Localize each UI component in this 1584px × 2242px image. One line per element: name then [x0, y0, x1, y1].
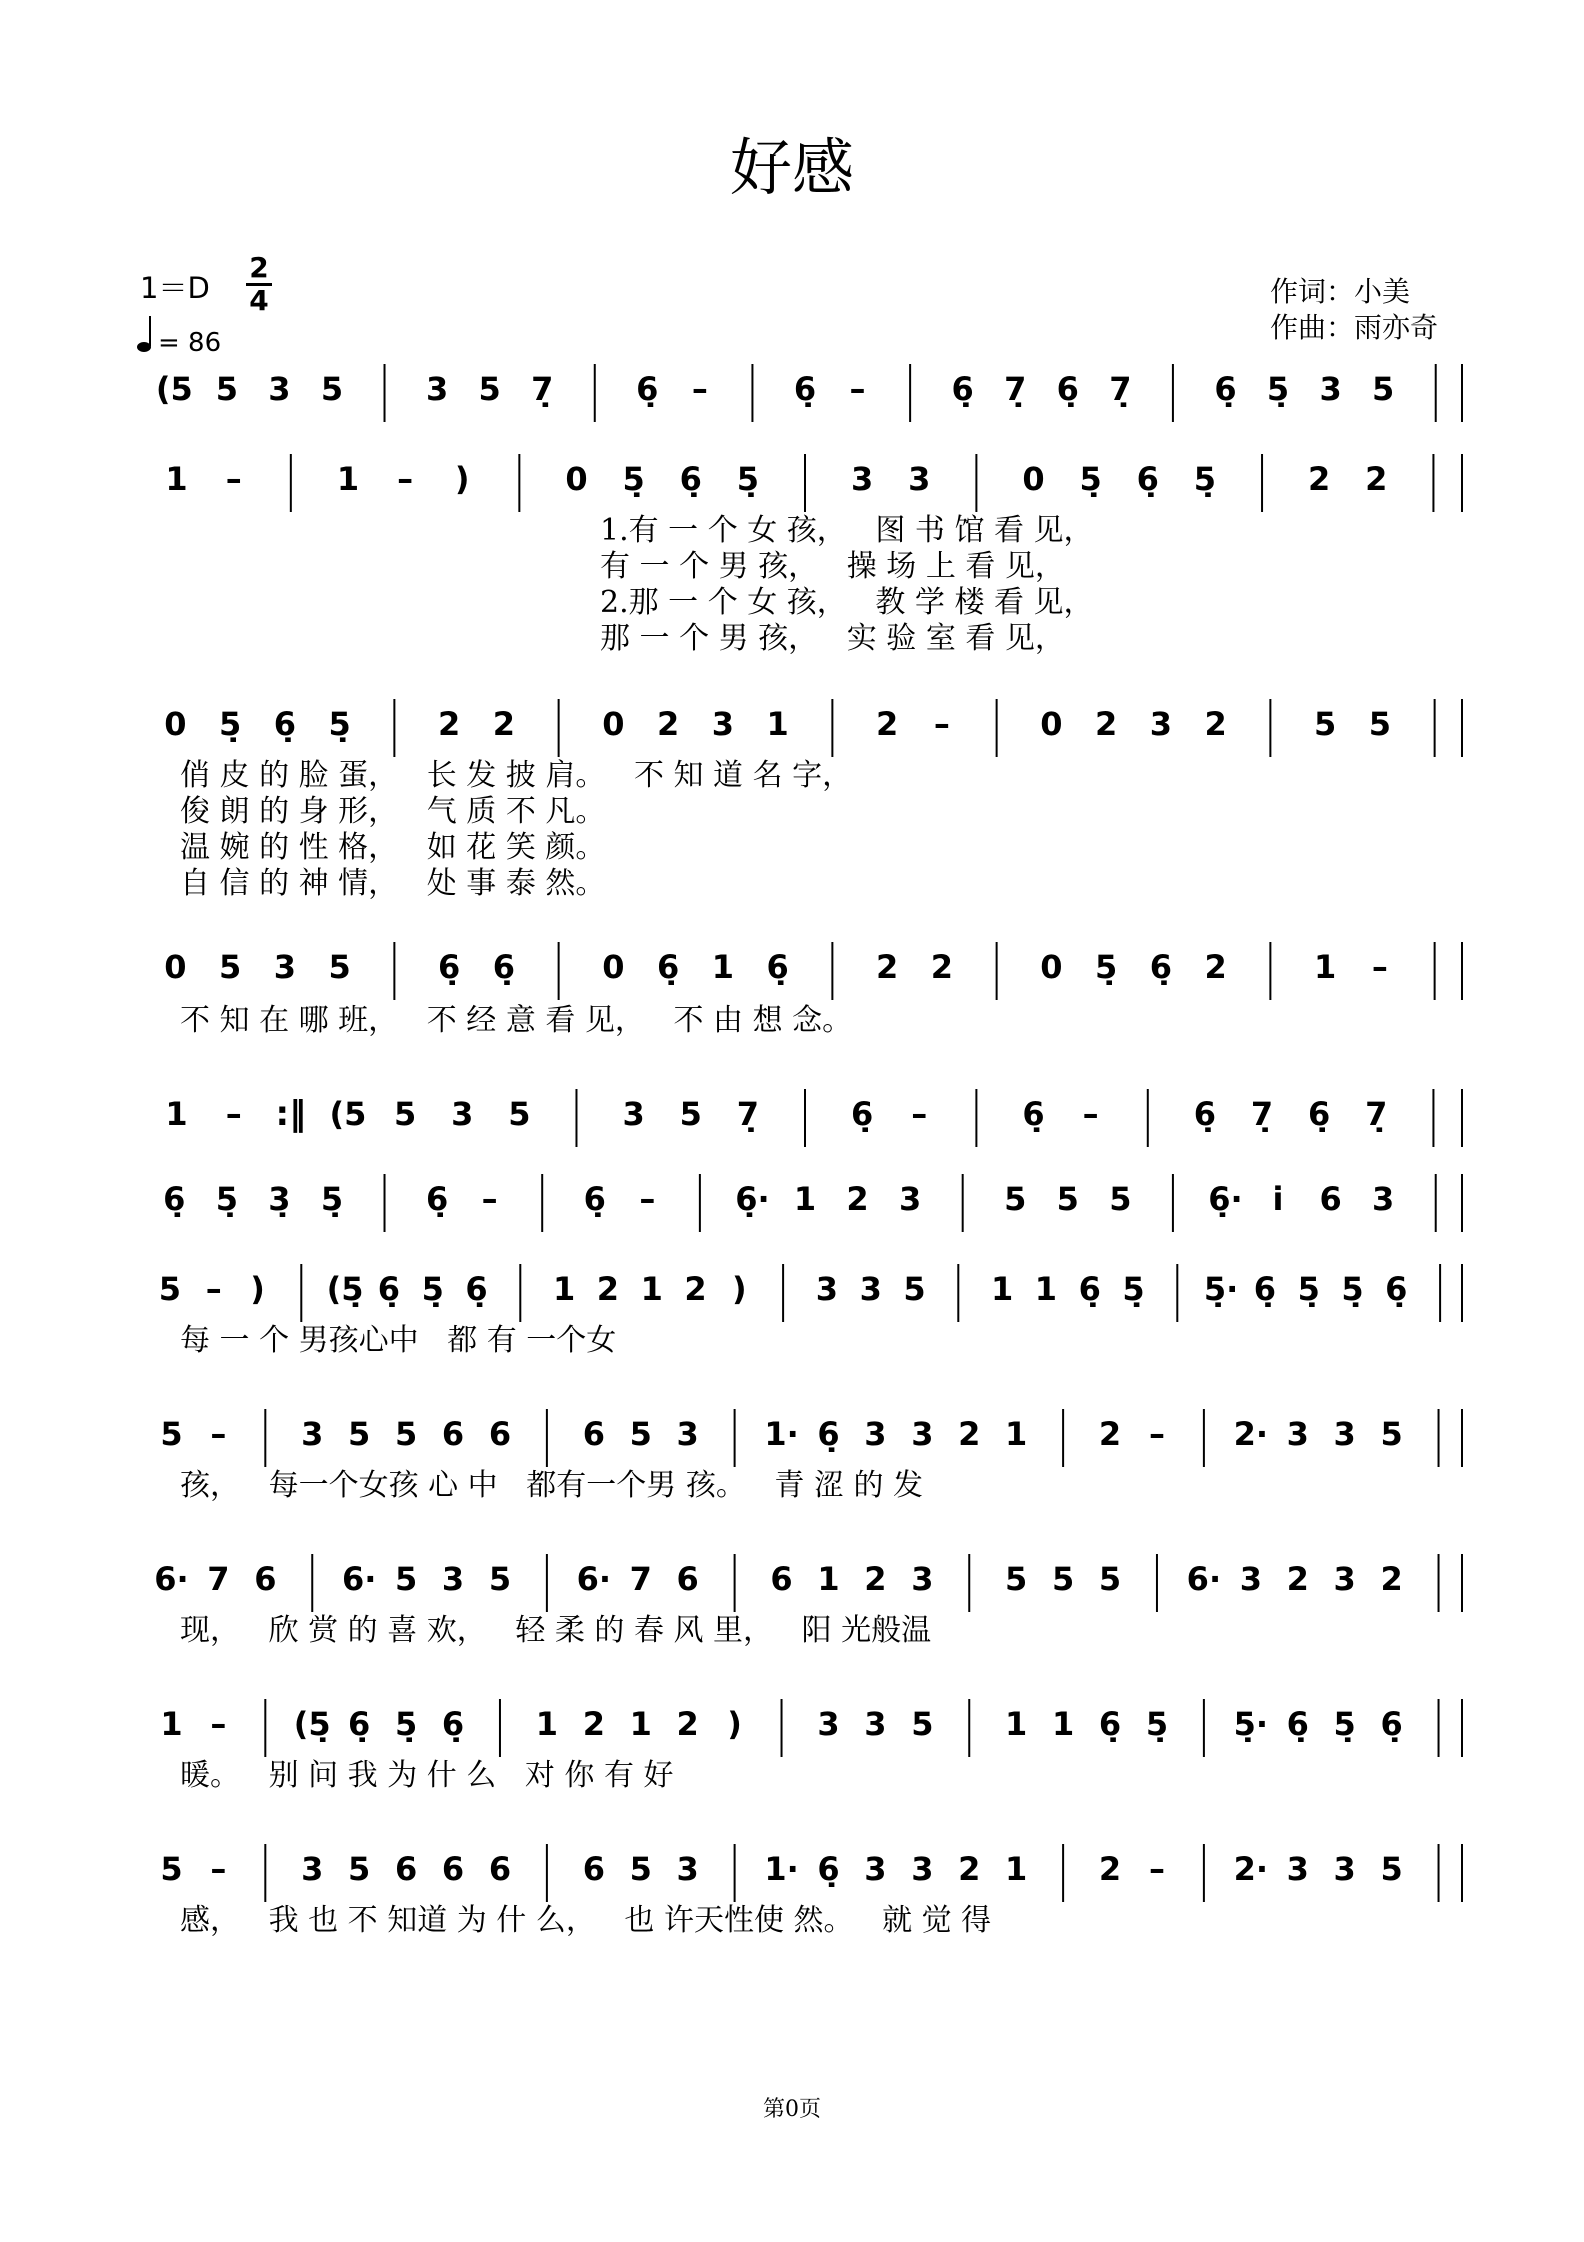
- note: 5̣·: [1233, 1705, 1269, 1743]
- note: 5: [508, 1095, 531, 1133]
- note: 2: [596, 1270, 620, 1308]
- note: 2: [676, 1705, 699, 1743]
- note: ): [250, 1270, 265, 1308]
- note: 3: [864, 1850, 887, 1888]
- time-signature-bottom: 4: [249, 284, 269, 317]
- note: 5̣: [1094, 948, 1118, 986]
- note: 6̣: [163, 1180, 186, 1218]
- note: 3: [301, 1850, 324, 1888]
- note: ): [454, 460, 470, 498]
- note: 2: [684, 1270, 707, 1308]
- note: 3: [1333, 1850, 1356, 1888]
- note: 2: [864, 1560, 887, 1598]
- note: 6̣: [437, 948, 461, 986]
- note: –: [933, 705, 950, 743]
- note: 5: [629, 1415, 652, 1453]
- note: 1: [640, 1270, 663, 1308]
- note: 1·: [764, 1850, 799, 1888]
- note: 3: [301, 1415, 324, 1453]
- note: –: [1371, 948, 1388, 986]
- note: 6: [676, 1560, 699, 1598]
- note: 6̣: [1385, 1270, 1408, 1308]
- note: 3: [451, 1095, 474, 1133]
- note: 5: [348, 1850, 371, 1888]
- note: 6̣: [656, 948, 680, 986]
- note: 2: [875, 705, 899, 743]
- lyric-line: 现， 欣 赏 的 喜 欢， 轻 柔 的 春 风 里， 阳 光般温: [180, 1613, 932, 1648]
- note: 1: [1313, 948, 1337, 986]
- note: 1: [552, 1270, 576, 1308]
- lyric-line: 2.那 一 个 女 孩， 教 学 楼 看 见，: [600, 585, 1094, 620]
- note: 6̣: [465, 1270, 488, 1308]
- note: 5: [160, 1415, 183, 1453]
- note: 6·: [341, 1560, 377, 1598]
- note: 7̣: [1365, 1095, 1388, 1133]
- note: 1: [711, 948, 735, 986]
- note: 3: [911, 1560, 934, 1598]
- note: 3: [1239, 1560, 1262, 1598]
- note: 6: [441, 1850, 465, 1888]
- note: 6: [582, 1850, 605, 1888]
- composer-credit: 作曲：雨亦奇: [1270, 311, 1439, 344]
- note: 5: [1380, 1415, 1403, 1453]
- lyricist-credit: 作词：小美: [1270, 275, 1411, 308]
- note: 6̣·: [735, 1180, 770, 1218]
- note: 3: [711, 705, 735, 743]
- note: 5: [215, 370, 238, 408]
- note: –: [225, 1095, 242, 1133]
- note: 5: [158, 1270, 182, 1308]
- note: 2: [958, 1415, 981, 1453]
- note: 6̣: [425, 1180, 449, 1218]
- note: 7̣: [1004, 370, 1027, 408]
- note: 5: [1056, 1180, 1079, 1218]
- note: 2: [1380, 1560, 1403, 1598]
- tempo-value: = 86: [158, 328, 222, 358]
- note: 3: [1333, 1560, 1356, 1598]
- note: 6̣: [1078, 1270, 1101, 1308]
- note: 3: [622, 1095, 645, 1133]
- note: 6̣: [793, 370, 817, 408]
- note: 5̣: [622, 460, 645, 498]
- note: 6·: [154, 1560, 189, 1598]
- note: 3: [850, 460, 874, 498]
- note: 3: [273, 948, 297, 986]
- note: 6̣: [850, 1095, 874, 1133]
- note: 5̣·: [1203, 1270, 1239, 1308]
- note: 5̣: [1145, 1705, 1169, 1743]
- note: 6̣: [441, 1705, 465, 1743]
- note: 5: [1372, 370, 1395, 408]
- note: –: [1082, 1095, 1099, 1133]
- note: 5: [911, 1705, 934, 1743]
- note: 6: [488, 1415, 512, 1453]
- note: (5: [329, 1095, 367, 1133]
- repeat-barline: :‖: [275, 1094, 307, 1134]
- note: 2: [930, 948, 954, 986]
- note: 6̣: [273, 705, 297, 743]
- lyric-line: 那 一 个 男 孩， 实 验 室 看 见，: [600, 621, 1065, 656]
- note: 3: [864, 1415, 887, 1453]
- note: 5: [1051, 1560, 1075, 1598]
- note: 5: [394, 1560, 418, 1598]
- note: 3: [1319, 370, 1342, 408]
- note: –: [691, 370, 708, 408]
- note: 2: [1286, 1560, 1309, 1598]
- note: 5̣: [1341, 1270, 1364, 1308]
- note: 6̣: [348, 1705, 371, 1743]
- time-signature-top: 2: [249, 251, 269, 284]
- note: 2: [582, 1705, 605, 1743]
- key-signature: 1＝D: [140, 271, 210, 305]
- note: 6̣·: [1208, 1180, 1243, 1218]
- note: 3: [268, 370, 291, 408]
- note: 1: [990, 1270, 1014, 1308]
- note: 5̣: [1266, 370, 1290, 408]
- note: 1: [1005, 1415, 1028, 1453]
- note: 3: [859, 1270, 882, 1308]
- note: 6̣: [1022, 1095, 1045, 1133]
- note: 7̣: [1109, 370, 1132, 408]
- note: 5̣: [1193, 460, 1217, 498]
- note: –: [210, 1415, 227, 1453]
- note: 1: [1051, 1705, 1075, 1743]
- note: –: [210, 1705, 227, 1743]
- note: 2: [1365, 460, 1388, 498]
- note: 0: [164, 705, 187, 743]
- note: 5: [1380, 1850, 1403, 1888]
- note: 3: [676, 1850, 699, 1888]
- note: 1: [1005, 1705, 1028, 1743]
- note: 2: [492, 705, 516, 743]
- note: 5: [348, 1415, 371, 1453]
- note: 6̣: [951, 370, 974, 408]
- lyric-line: 每 一 个 男孩心中 都 有 一个女: [180, 1323, 617, 1358]
- note: 6̣: [1136, 460, 1159, 498]
- note: 6̣: [1380, 1705, 1403, 1743]
- note: 6̣: [817, 1850, 840, 1888]
- note: 5: [488, 1560, 512, 1598]
- lyric-line: 温 婉 的 性 格， 如 花 笑 颜。: [180, 830, 606, 865]
- lyric-line: 有 一 个 男 孩， 操 场 上 看 见，: [600, 549, 1065, 584]
- lyric-line: 自 信 的 神 情， 处 事 泰 然。: [180, 866, 606, 901]
- note: 1: [793, 1180, 817, 1218]
- lyric-line: 俊 朗 的 身 形， 气 质 不 凡。: [180, 794, 606, 829]
- note: 6̣: [492, 948, 516, 986]
- note: 3: [817, 1705, 840, 1743]
- note: 2: [875, 948, 899, 986]
- note: 3: [425, 370, 449, 408]
- lyric-line: 1.有 一 个 女 孩， 图 书 馆 看 见，: [600, 513, 1094, 548]
- note: 6·: [576, 1560, 612, 1598]
- note: –: [1148, 1415, 1165, 1453]
- note: 5̣: [328, 705, 351, 743]
- note: 2: [958, 1850, 981, 1888]
- note: 5̣: [394, 1705, 418, 1743]
- note: –: [397, 460, 414, 498]
- note: 6: [394, 1850, 418, 1888]
- note: 3: [911, 1850, 934, 1888]
- note: 3: [441, 1560, 465, 1598]
- note: 6̣: [1193, 1095, 1217, 1133]
- note: –: [481, 1180, 498, 1218]
- note: –: [225, 460, 242, 498]
- note: 3: [1286, 1415, 1309, 1453]
- note: 6̣: [1056, 370, 1079, 408]
- note: 2: [846, 1180, 869, 1218]
- note: (5: [155, 370, 193, 408]
- note: 2: [1308, 460, 1331, 498]
- note: 5: [328, 948, 351, 986]
- note: 2·: [1233, 1415, 1269, 1453]
- note: 2: [1098, 1850, 1122, 1888]
- note: 6̣: [1098, 1705, 1122, 1743]
- note: 5̣: [1333, 1705, 1356, 1743]
- note: 6̣: [636, 370, 659, 408]
- note: 2: [1204, 705, 1227, 743]
- note: 0: [1040, 948, 1063, 986]
- note: 5: [629, 1850, 652, 1888]
- note: 1: [766, 705, 789, 743]
- note: 7̣: [736, 1095, 760, 1133]
- note: –: [911, 1095, 928, 1133]
- note: 2: [437, 705, 461, 743]
- note: 5: [1109, 1180, 1132, 1218]
- note: 3: [1372, 1180, 1395, 1218]
- note: 3: [911, 1415, 934, 1453]
- note: 0: [565, 460, 588, 498]
- note: 5: [393, 1095, 417, 1133]
- note: –: [639, 1180, 656, 1218]
- note: 1: [160, 1705, 183, 1743]
- note: 5̣: [1079, 460, 1102, 498]
- note: 6̣: [1149, 948, 1173, 986]
- note: 5̣: [1297, 1270, 1320, 1308]
- note: 5̣: [1122, 1270, 1145, 1308]
- note: 5̣: [215, 1180, 238, 1218]
- note: 0: [602, 948, 625, 986]
- note: 6: [582, 1415, 605, 1453]
- note: 6̣: [1286, 1705, 1309, 1743]
- note: 1: [817, 1560, 840, 1598]
- note: 5̣: [736, 460, 760, 498]
- note: 3: [1286, 1850, 1309, 1888]
- lyric-line: 孩， 每一个女孩 心 中 都有一个男 孩。 青 涩 的 发: [180, 1468, 924, 1503]
- note: –: [205, 1270, 222, 1308]
- note: 6: [254, 1560, 277, 1598]
- lyric-line: 不 知 在 哪 班， 不 经 意 看 见， 不 由 想 念。: [180, 1003, 853, 1038]
- note: 5̣: [218, 705, 242, 743]
- note: 0: [602, 705, 625, 743]
- note: 6̣: [1308, 1095, 1331, 1133]
- note: 3: [898, 1180, 922, 1218]
- note: –: [849, 370, 866, 408]
- note: 5: [218, 948, 242, 986]
- note: 5: [1098, 1560, 1122, 1598]
- note: 6̣: [377, 1270, 401, 1308]
- note: –: [210, 1850, 227, 1888]
- note: 2: [1094, 705, 1118, 743]
- note: 0: [1022, 460, 1045, 498]
- lyric-line: 感， 我 也 不 知道 为 什 么， 也 许天性使 然。 就 觉 得: [180, 1903, 992, 1938]
- note: 5: [1005, 1560, 1028, 1598]
- note: 3̣: [268, 1180, 291, 1218]
- note: ): [731, 1270, 747, 1308]
- note: 5: [394, 1415, 418, 1453]
- note: (5̣: [293, 1705, 331, 1743]
- note: 6: [441, 1415, 465, 1453]
- note: 2: [1098, 1415, 1122, 1453]
- page-number: 第0页: [763, 2097, 821, 2122]
- note: 6̣: [817, 1415, 840, 1453]
- note: 3: [908, 460, 931, 498]
- note: 5̣: [421, 1270, 444, 1308]
- note: 3: [1149, 705, 1173, 743]
- note: 7̣: [1250, 1095, 1274, 1133]
- note: 6: [1319, 1180, 1342, 1218]
- note: –: [1148, 1850, 1165, 1888]
- note: 1: [1034, 1270, 1058, 1308]
- song-title: 好感: [729, 131, 854, 204]
- note: 5: [478, 370, 501, 408]
- note: 5: [1313, 705, 1337, 743]
- note: 6: [770, 1560, 793, 1598]
- note: 3: [1333, 1415, 1356, 1453]
- note: 0: [1040, 705, 1063, 743]
- note: i̇: [1272, 1180, 1284, 1218]
- note: 3: [815, 1270, 839, 1308]
- note: 6̣: [679, 460, 702, 498]
- note: 7̣: [531, 370, 554, 408]
- note: ): [727, 1705, 742, 1743]
- note: 5: [320, 370, 344, 408]
- note: 1: [1005, 1850, 1028, 1888]
- note: 6·: [1186, 1560, 1222, 1598]
- note: 1·: [764, 1415, 799, 1453]
- note: (5̣: [326, 1270, 364, 1308]
- note: 1: [535, 1705, 559, 1743]
- note: 2: [656, 705, 680, 743]
- note: 1: [165, 1095, 188, 1133]
- note: 6̣: [583, 1180, 606, 1218]
- note: 7: [629, 1560, 652, 1598]
- note: 5: [679, 1095, 702, 1133]
- note: 5: [1368, 705, 1392, 743]
- note: 1: [629, 1705, 652, 1743]
- lyric-line: 俏 皮 的 脸 蛋， 长 发 披 肩。 不 知 道 名 字，: [180, 758, 853, 793]
- note: 6̣: [766, 948, 789, 986]
- note: 6̣: [1253, 1270, 1277, 1308]
- note: 3: [676, 1415, 699, 1453]
- note: 5: [903, 1270, 926, 1308]
- note: 5: [160, 1850, 183, 1888]
- note: 1: [336, 460, 360, 498]
- note: 2: [1204, 948, 1227, 986]
- note: 2·: [1233, 1850, 1269, 1888]
- note: 6: [488, 1850, 512, 1888]
- note: 3: [864, 1705, 887, 1743]
- note: 5̣: [320, 1180, 344, 1218]
- lyric-line: 暖。 别 问 我 为 什 么 对 你 有 好: [180, 1758, 674, 1793]
- note: 6̣: [1214, 370, 1237, 408]
- note: 7: [207, 1560, 230, 1598]
- note: 5: [1004, 1180, 1027, 1218]
- note: 1: [165, 460, 188, 498]
- note: 0: [164, 948, 187, 986]
